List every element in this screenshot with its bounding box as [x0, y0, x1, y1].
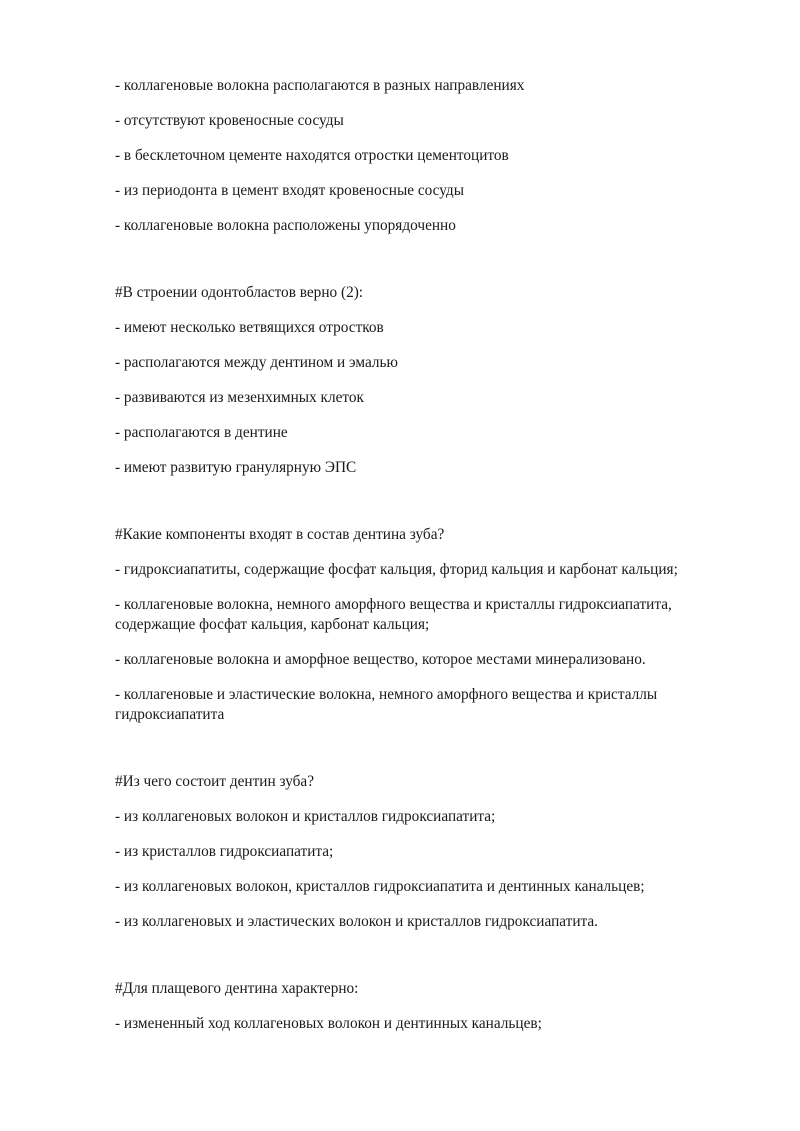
answer-option: - располагаются в дентине	[115, 424, 288, 441]
answer-option: - развиваются из мезенхимных клеток	[115, 389, 364, 406]
answer-option: - коллагеновые волокна располагаются в разных направлениях	[115, 77, 525, 94]
question-heading: #В строении одонтобластов верно (2):	[115, 284, 364, 301]
answer-option: - имеют развитую гранулярную ЭПС	[115, 459, 357, 476]
answer-option: - из кристаллов гидроксиапатита;	[115, 843, 334, 860]
answer-option: - располагаются между дентином и эмалью	[115, 354, 398, 371]
answer-option: - коллагеновые и эластические волокна, немного аморфного вещества и кристаллы гидроксиапатита	[115, 686, 658, 723]
answer-option: - из коллагеновых волокон, кристаллов гидроксиапатита и дентинных канальцев;	[115, 878, 645, 895]
answer-option: - из коллагеновых и эластических волокон и кристаллов гидроксиапатита.	[115, 913, 599, 930]
answer-option: - коллагеновые волокна расположены упорядоченно	[115, 217, 456, 234]
answer-option: - имеют несколько ветвящихся отростков	[115, 319, 384, 336]
answer-option: - из периодонта в цемент входят кровеносные сосуды	[115, 182, 464, 199]
answer-option: - в бесклеточном цементе находятся отростки цементоцитов	[115, 147, 509, 164]
question-heading: #Для плащевого дентина характерно:	[115, 980, 359, 997]
answer-option: - гидроксиапатиты, содержащие фосфат кальция, фторид кальция и карбонат кальция;	[115, 561, 678, 578]
question-heading: #Из чего состоит дентин зуба?	[115, 773, 315, 790]
document-page	[115, 76, 715, 1049]
answer-option: - коллагеновые волокна, немного аморфного вещества и кристаллы гидроксиапатита, содержащие фосфат кальция, карбонат кальция;	[115, 596, 672, 633]
question-heading: #Какие компоненты входят в состав дентина зуба?	[115, 526, 445, 543]
answer-option: - из коллагеновых волокон и кристаллов гидроксиапатита;	[115, 808, 496, 825]
answer-option: - коллагеновые волокна и аморфное вещество, которое местами минерализовано.	[115, 651, 646, 668]
answer-option: - измененный ход коллагеновых волокон и дентинных канальцев;	[115, 1015, 542, 1032]
answer-option: - отсутствуют кровеносные сосуды	[115, 112, 344, 129]
